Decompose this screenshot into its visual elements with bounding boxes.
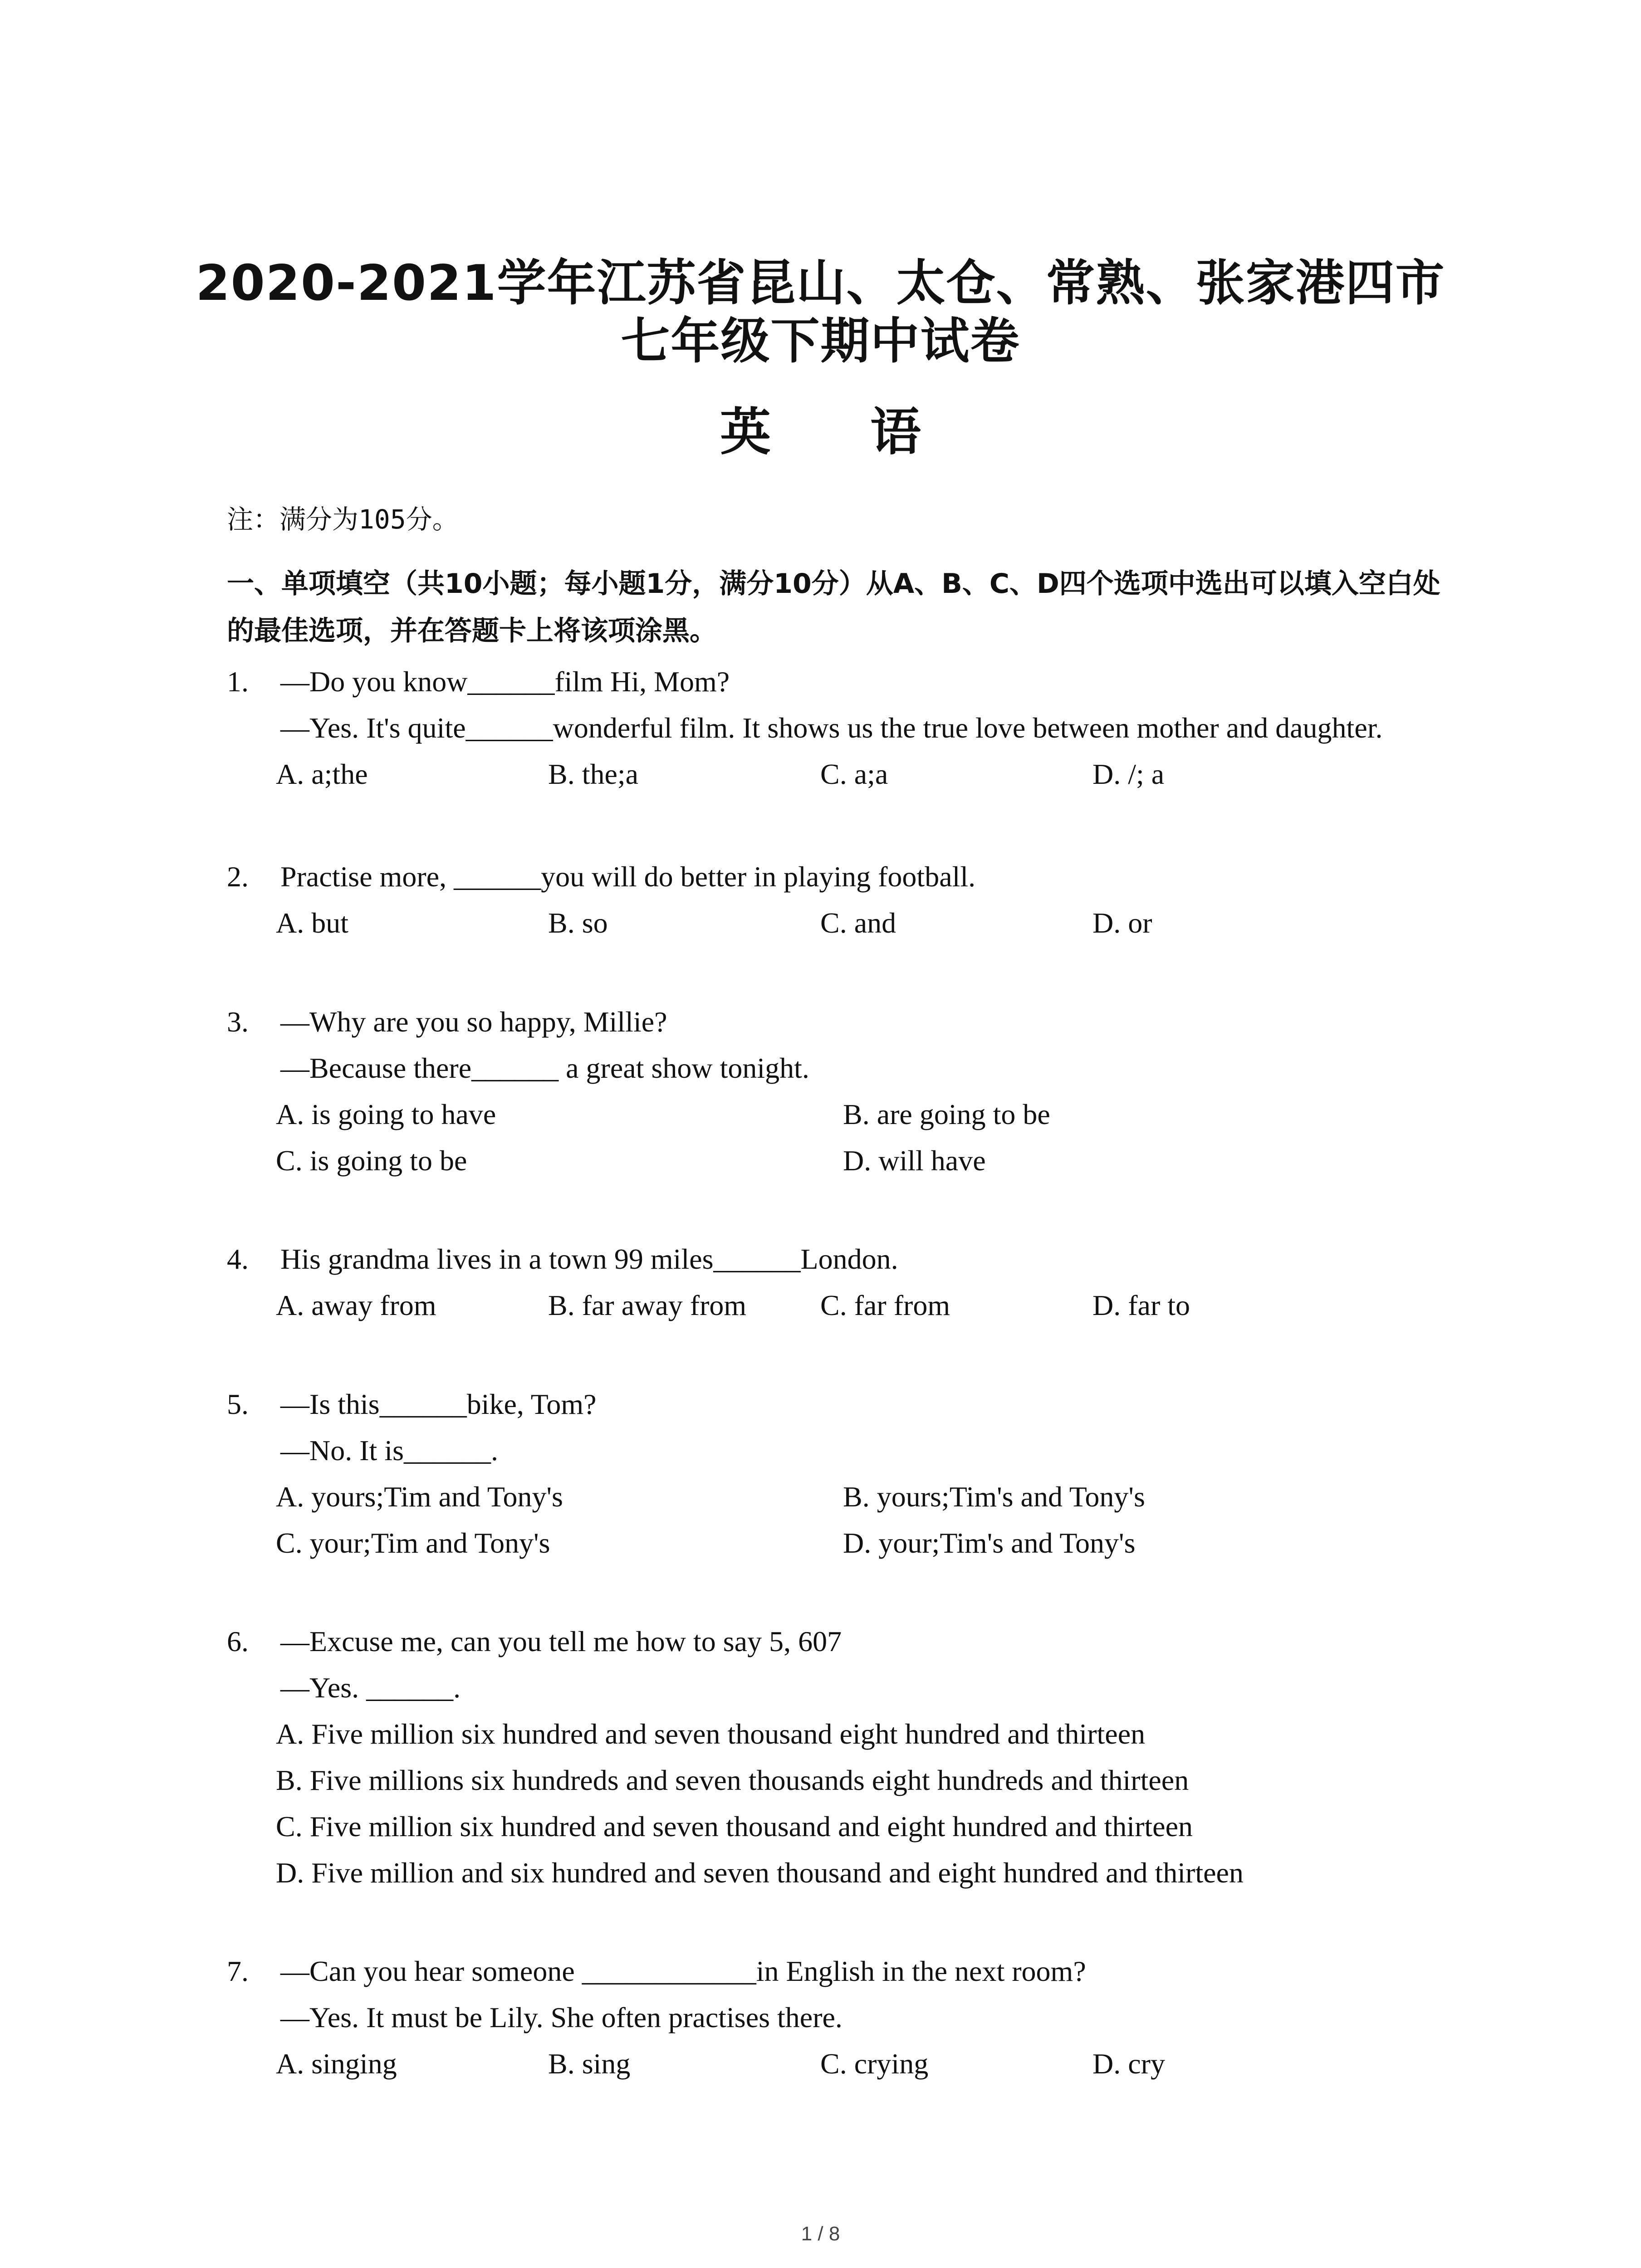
option-b[interactable]: B. Five millions six hundreds and seven thousands eight hundreds and thirteen	[276, 1764, 1189, 1796]
option-c[interactable]: C. Five million six hundred and seven thousand and eight hundred and thirteen	[276, 1810, 1193, 1843]
option-b[interactable]: B. sing	[548, 2048, 631, 2080]
option-c[interactable]: C. far from	[820, 1289, 950, 1321]
question-6	[227, 1618, 1452, 1896]
option-b[interactable]: B. yours;Tim's and Tony's	[843, 1481, 1145, 1513]
option-b[interactable]: B. are going to be	[843, 1098, 1050, 1130]
exam-title-line-1: 2020-2021学年江苏省昆山、太仓、常熟、张家港四市	[196, 255, 1445, 312]
subject-heading: 英 语	[720, 403, 962, 462]
option-d[interactable]: D. will have	[843, 1144, 986, 1177]
question-line: His grandma lives in a town 99 miles______London.	[280, 1243, 898, 1275]
option-a[interactable]: A. away from	[276, 1289, 436, 1321]
question-line: —No. It is______.	[280, 1434, 498, 1466]
question-2	[227, 854, 1452, 946]
question-line: Practise more, ______you will do better in playing football.	[280, 860, 976, 893]
option-row	[276, 1850, 1501, 1896]
option-row	[276, 1757, 1501, 1804]
question-line: —Yes. ______.	[280, 1672, 461, 1704]
option-row	[276, 1091, 1501, 1138]
question-line: —Do you know______film Hi, Mom?	[280, 665, 730, 698]
option-c[interactable]: C. a;a	[820, 758, 888, 790]
exam-title-line-2: 七年级下期中试卷	[621, 313, 1020, 370]
question-line: —Yes. It's quite______wonderful film. It shows us the true love between mother and daughter.	[280, 712, 1383, 744]
option-a[interactable]: A. is going to have	[276, 1098, 496, 1130]
question-5	[227, 1381, 1452, 1566]
option-c[interactable]: C. your;Tim and Tony's	[276, 1527, 550, 1559]
option-row	[276, 2041, 1501, 2087]
option-d[interactable]: D. or	[1092, 907, 1152, 939]
option-c[interactable]: C. and	[820, 907, 896, 939]
score-note: 注：满分为105分。	[227, 504, 459, 535]
option-d[interactable]: D. far to	[1092, 1289, 1190, 1321]
option-d[interactable]: D. your;Tim's and Tony's	[843, 1527, 1136, 1559]
question-line: —Why are you so happy, Millie?	[280, 1006, 667, 1038]
section-instructions: 一、单项填空（共10小题；每小题1分，满分10分）从A、B、C、D四个选项中选出可以填入空白处的最佳选项，并在答题卡上将该项涂黑。	[227, 568, 1440, 647]
option-row	[276, 751, 1501, 797]
question-line: —Yes. It must be Lily. She often practises there.	[280, 2001, 843, 2033]
option-row	[276, 900, 1501, 946]
option-row	[276, 1520, 1501, 1566]
option-a[interactable]: A. yours;Tim and Tony's	[276, 1481, 563, 1513]
option-d[interactable]: D. Five million and six hundred and seven thousand and eight hundred and thirteen	[276, 1857, 1244, 1889]
question-4	[227, 1236, 1452, 1329]
option-d[interactable]: D. cry	[1092, 2048, 1165, 2080]
question-number: 6.	[227, 1625, 249, 1657]
question-line: —Can you hear someone ____________in English in the next room?	[280, 1955, 1086, 1987]
question-3	[227, 999, 1452, 1184]
option-row	[276, 1711, 1501, 1757]
option-row	[276, 1804, 1501, 1850]
question-number: 1.	[227, 665, 249, 698]
option-c[interactable]: C. is going to be	[276, 1144, 467, 1177]
question-line: —Is this______bike, Tom?	[280, 1388, 597, 1420]
option-b[interactable]: B. far away from	[548, 1289, 747, 1321]
option-b[interactable]: B. the;a	[548, 758, 639, 790]
question-line: —Because there______ a great show tonight.	[280, 1052, 809, 1084]
question-1	[227, 659, 1452, 797]
option-a[interactable]: A. Five million six hundred and seven thousand eight hundred and thirteen	[276, 1718, 1146, 1750]
page-number: 1 / 8	[801, 2223, 840, 2245]
option-a[interactable]: A. singing	[276, 2048, 397, 2080]
option-a[interactable]: A. a;the	[276, 758, 368, 790]
option-row	[276, 1138, 1501, 1184]
option-row	[276, 1282, 1501, 1329]
question-7	[227, 1948, 1452, 2087]
option-d[interactable]: D. /; a	[1092, 758, 1165, 790]
option-b[interactable]: B. so	[548, 907, 608, 939]
question-number: 7.	[227, 1955, 249, 1987]
question-number: 4.	[227, 1243, 249, 1275]
question-number: 2.	[227, 860, 249, 893]
question-line: —Excuse me, can you tell me how to say 5, 607	[280, 1625, 842, 1657]
option-row	[276, 1474, 1501, 1520]
option-c[interactable]: C. crying	[820, 2048, 929, 2080]
option-a[interactable]: A. but	[276, 907, 348, 939]
question-number: 3.	[227, 1006, 249, 1038]
question-number: 5.	[227, 1388, 249, 1420]
